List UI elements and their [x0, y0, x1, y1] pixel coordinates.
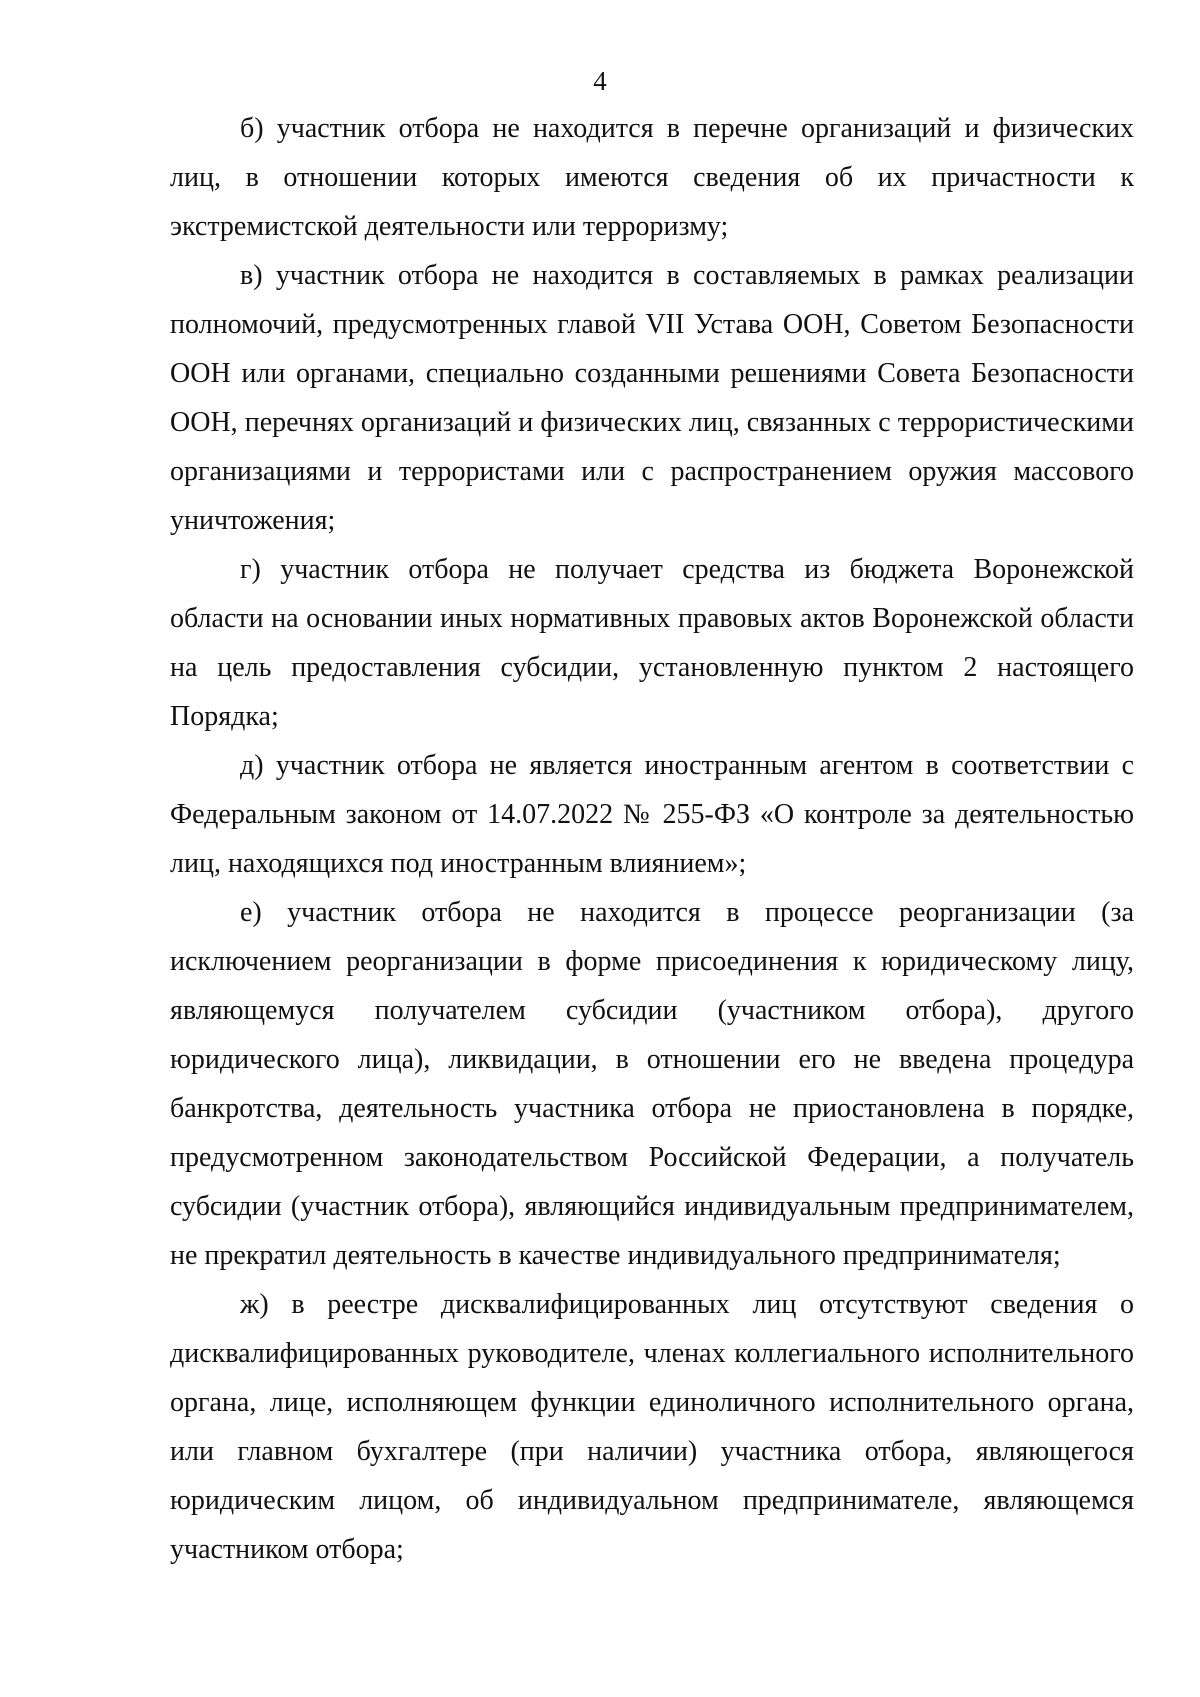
- paragraph-v: в) участник отбора не находится в составляемых в рамках реализации полномочий, предусмотренных главой VII Устава ООН, Советом Безопасности ООН или органами, специально созданными решениями Совета Безопасности ООН, перечнях организаций и физических лиц, связанных с террористическими организациями и террористами или с распространением оружия массового уничтожения;: [170, 260, 1134, 536]
- paragraph-d: д) участник отбора не является иностранным агентом в соответствии с Федеральным законом от 14.07.2022 № 255-ФЗ «О контроле за деятельностью лиц, находящихся под иностранным влиянием»;: [170, 750, 1134, 879]
- page-number: 4: [593, 66, 607, 96]
- paragraph-e: е) участник отбора не находится в процессе реорганизации (за исключением реорганизации в форме присоединения к юридическому лицу, являющемуся получателем субсидии (участником отбора), другого юридического лица), ликвидации, в отношении его не введена процедура банкротства, деятельность участника отбора не приостановлена в порядке, предусмотренном законодательством Российской Федерации, а получатель субсидии (участник отбора), являющийся индивидуальным предпринимателем, не прекратил деятельность в качестве индивидуального предпринимателя;: [170, 897, 1134, 1271]
- paragraph-g: г) участник отбора не получает средства из бюджета Воронежской области на основании иных нормативных правовых актов Воронежской области на цель предоставления субсидии, установленную пунктом 2 настоящего Порядка;: [170, 554, 1134, 732]
- paragraph-b: б) участник отбора не находится в перечне организаций и физических лиц, в отношении которых имеются сведения об их причастности к экстремистской деятельности или терроризму;: [170, 113, 1134, 242]
- paragraph-zh: ж) в реестре дисквалифицированных лиц отсутствуют сведения о дисквалифицированных руководителе, членах коллегиального исполнительного органа, лице, исполняющем функции единоличного исполнительного органа, или главном бухгалтере (при наличии) участника отбора, являющегося юридическим лицом, об индивидуальном предпринимателе, являющемся участником отбора;: [170, 1289, 1134, 1565]
- document-body: [170, 104, 1134, 1574]
